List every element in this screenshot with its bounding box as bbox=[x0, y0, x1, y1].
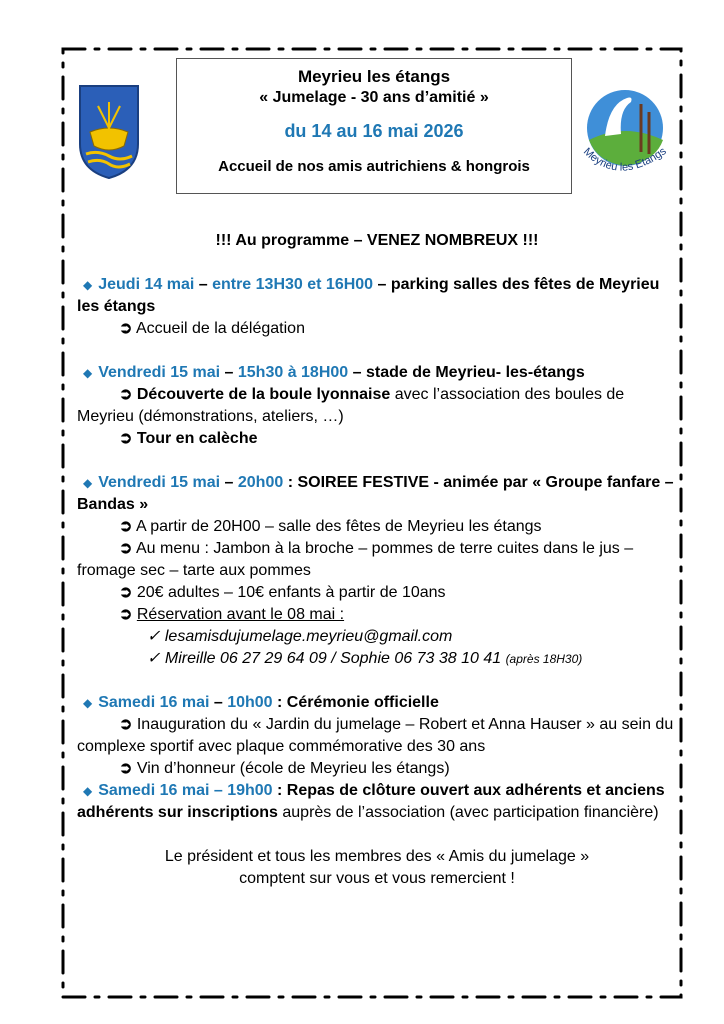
header-box bbox=[176, 58, 572, 194]
bullet-icon: ◆ bbox=[83, 366, 93, 380]
program bbox=[77, 230, 677, 890]
list-item: ➲ Vin d’honneur (école de Meyrieu les étangs) bbox=[119, 760, 450, 777]
list-item: ➲ Accueil de la délégation bbox=[119, 320, 305, 337]
coat-of-arms bbox=[78, 84, 140, 180]
list-item: ➲ Réservation avant le 08 mai : bbox=[119, 606, 345, 623]
bullet-icon: ◆ bbox=[83, 784, 93, 798]
event-subtitle: « Jumelage - 30 ans d’amitié » bbox=[259, 89, 489, 106]
event-saturday-morning: ◆ Samedi 16 mai – 10h00 : Cérémonie officielle bbox=[77, 692, 677, 714]
logo-text: Meyrieu les Etangs bbox=[580, 145, 669, 174]
list-item: ➲ Au menu : Jambon à la broche – pommes de terre cuites dans le jus – fromage sec – tarte aux pommes bbox=[77, 540, 634, 579]
check-icon: ✓ bbox=[147, 628, 161, 645]
footer-line-2: comptent sur vous et vous remercient ! bbox=[239, 870, 515, 887]
event-thursday: ◆ Jeudi 14 mai – entre 13H30 et 16H00 – parking salles des fêtes de Meyrieu les étangs bbox=[77, 276, 660, 315]
arrow-icon: ➲ bbox=[119, 430, 133, 447]
bullet-icon: ◆ bbox=[83, 476, 93, 490]
event-welcome: Accueil de nos amis autrichiens & hongrois bbox=[218, 158, 530, 175]
town-logo bbox=[575, 82, 679, 190]
arrow-icon: ➲ bbox=[119, 606, 133, 623]
arrow-icon: ➲ bbox=[119, 518, 133, 535]
arrow-icon: ➲ bbox=[119, 320, 133, 337]
bullet-icon: ◆ bbox=[83, 278, 93, 292]
contact-email: ✓ lesamisdujumelage.meyrieu@gmail.com bbox=[147, 628, 453, 645]
arrow-icon: ➲ bbox=[119, 716, 133, 733]
list-item: ➲ A partir de 20H00 – salle des fêtes de Meyrieu les étangs bbox=[119, 518, 542, 535]
event-saturday-evening: ◆ Samedi 16 mai – 19h00 : Repas de clôture ouvert aux adhérents et anciens adhérents sur inscriptions auprès de l’association (avec participation financière) bbox=[77, 782, 665, 821]
event-friday-afternoon: ◆ Vendredi 15 mai – 15h30 à 18H00 – stade de Meyrieu- les-étangs bbox=[77, 362, 677, 384]
event-friday-evening: ◆ Vendredi 15 mai – 20h00 : SOIREE FESTIVE - animée par « Groupe fanfare – Bandas » bbox=[77, 474, 674, 513]
list-item: ➲ Découverte de la boule lyonnaise avec l’association des boules de Meyrieu (démonstrations, ateliers, …) bbox=[77, 386, 625, 425]
list-item: ➲ 20€ adultes – 10€ enfants à partir de 10ans bbox=[119, 584, 446, 601]
event-dates: du 14 au 16 mai 2026 bbox=[284, 121, 464, 141]
footer-line-1: Le président et tous les membres des « Amis du jumelage » bbox=[164, 848, 590, 865]
list-item: ➲ Inauguration du « Jardin du jumelage – Robert et Anna Hauser » au sein du complexe sportif avec plaque commémorative des 30 ans bbox=[77, 716, 674, 755]
program-heading: !!! Au programme – VENEZ NOMBREUX !!! bbox=[215, 232, 539, 249]
arrow-icon: ➲ bbox=[119, 584, 133, 601]
arrow-icon: ➲ bbox=[119, 386, 133, 403]
list-item: ➲ Tour en calèche bbox=[119, 430, 258, 447]
arrow-icon: ➲ bbox=[119, 540, 133, 557]
bullet-icon: ◆ bbox=[83, 696, 93, 710]
check-icon: ✓ bbox=[147, 650, 161, 667]
arrow-icon: ➲ bbox=[119, 760, 133, 777]
contact-phones: ✓ Mireille 06 27 29 64 09 / Sophie 06 73 38 10 41 (après 18H30) bbox=[147, 650, 583, 667]
event-title: Meyrieu les étangs bbox=[297, 67, 451, 86]
